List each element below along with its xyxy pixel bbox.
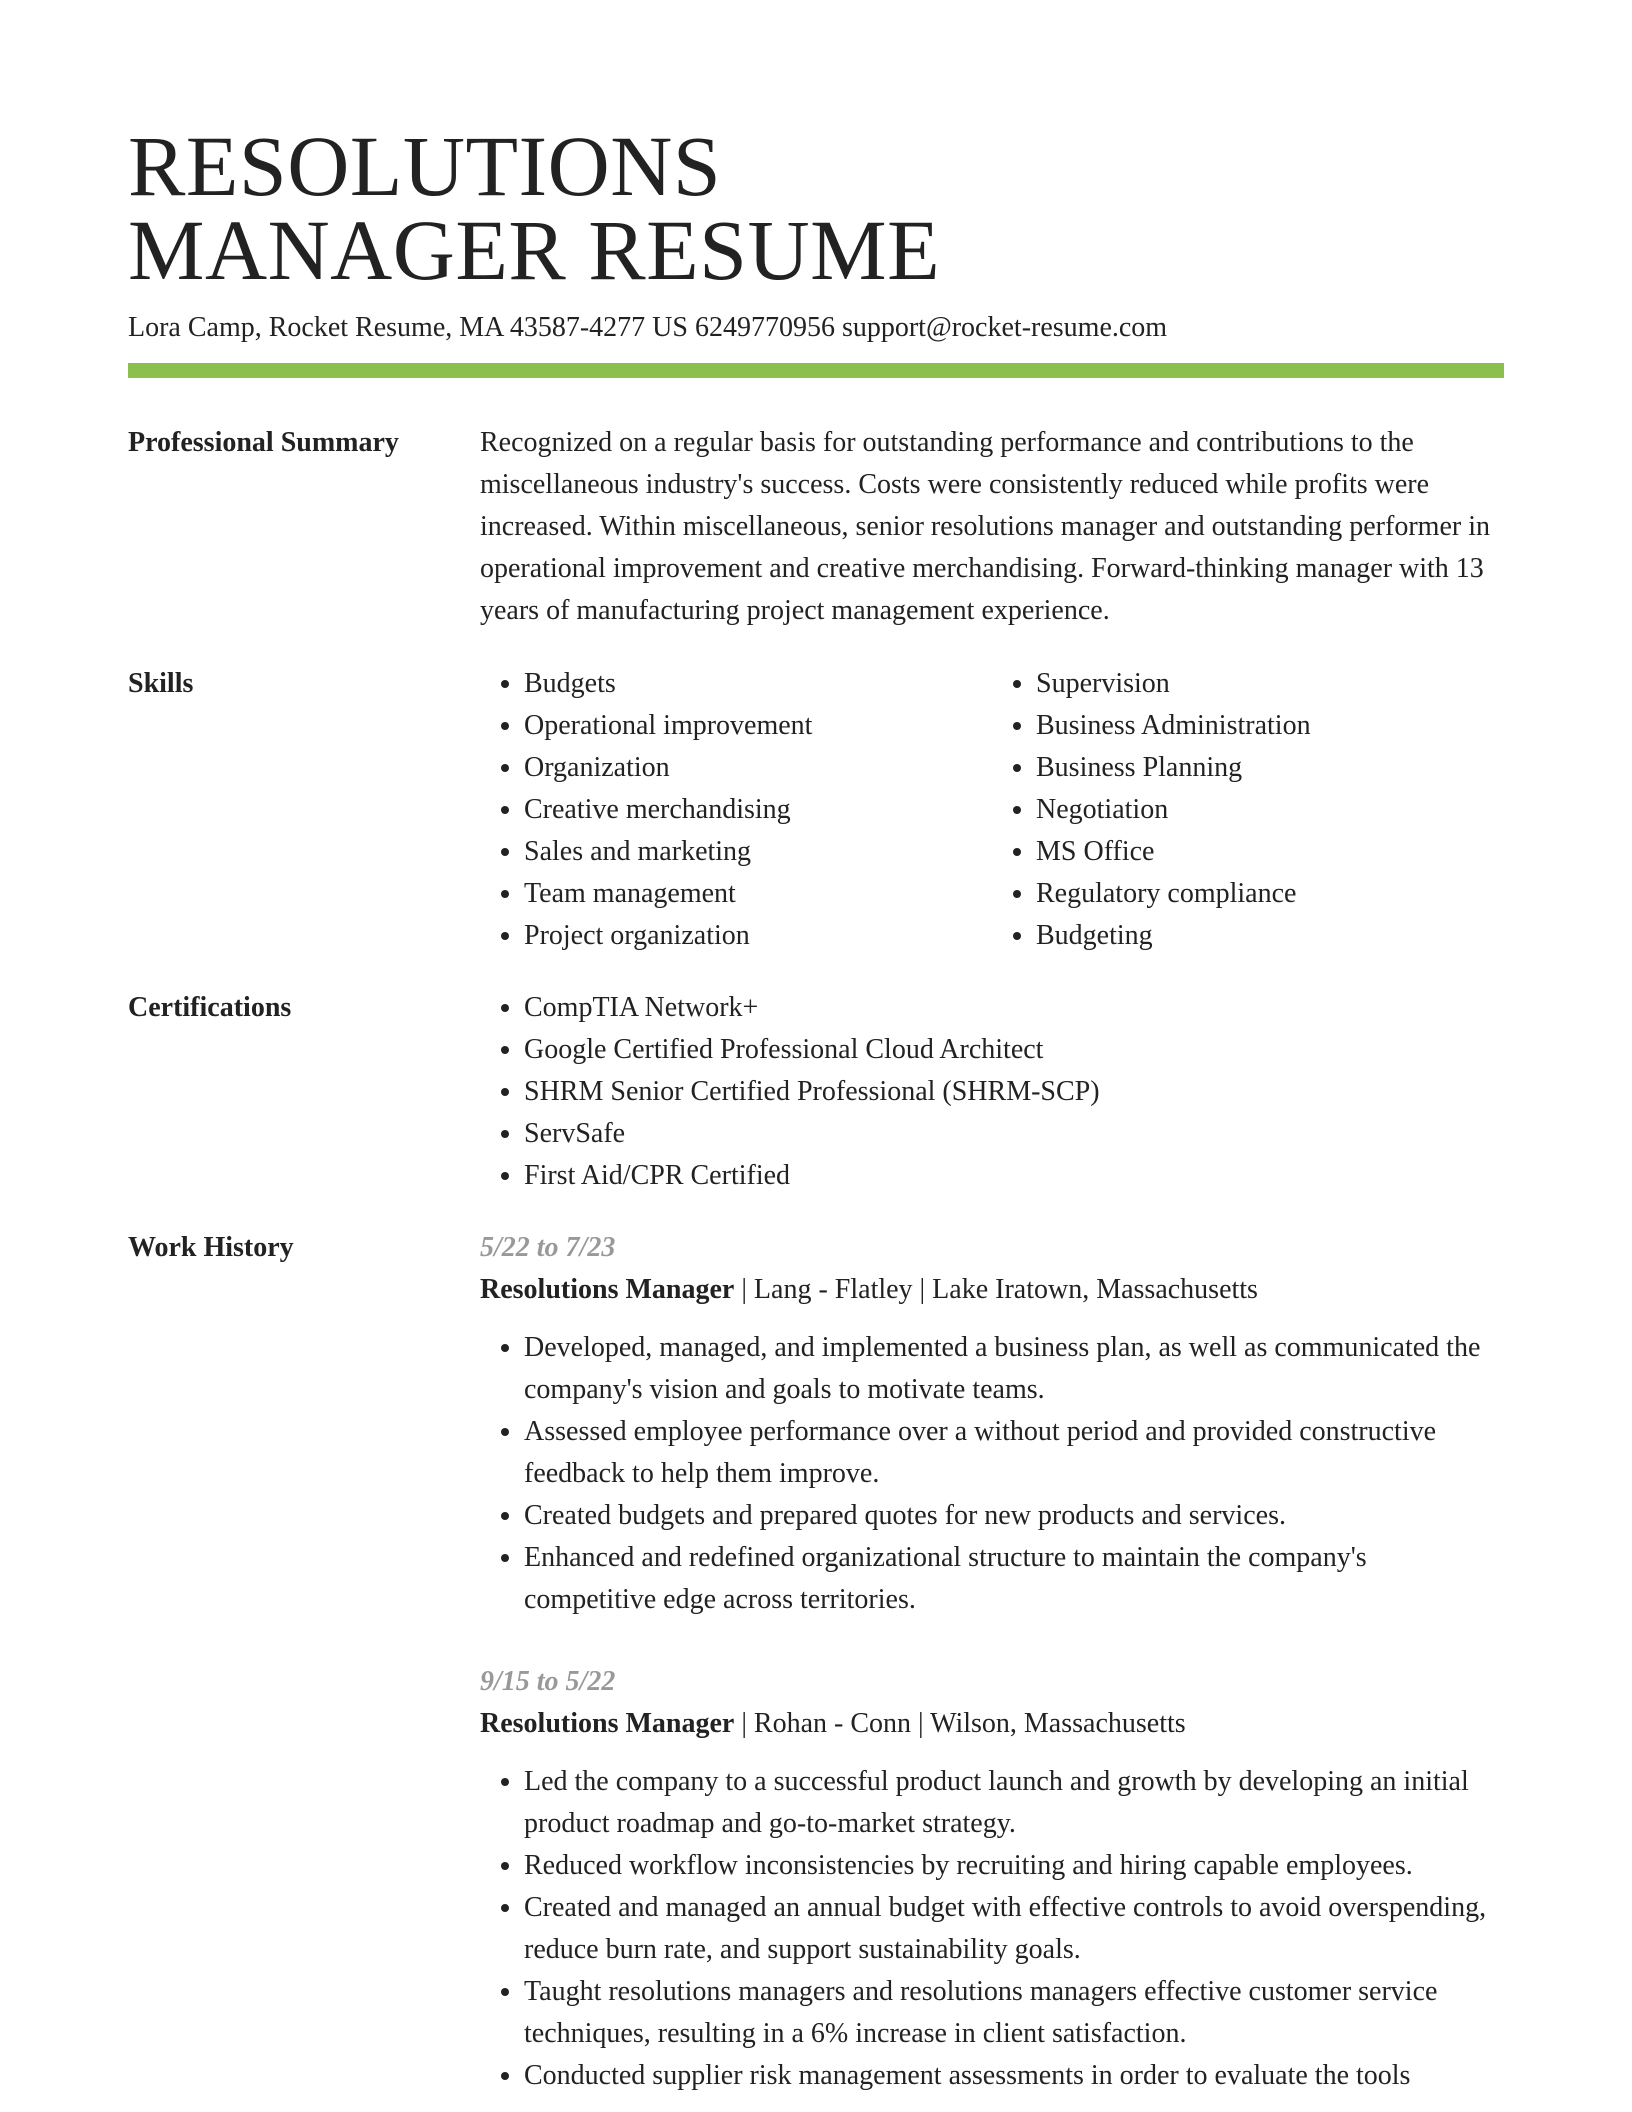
list-item: • Created budgets and prepared quotes for new products and services. — [524, 1495, 1504, 1537]
work-history-body — [480, 1227, 1504, 2097]
list-item: • Developed, managed, and implemented a business plan, as well as communicated the company's vision and goals to motivate teams. — [524, 1327, 1504, 1411]
list-item: • Project organization — [524, 915, 992, 957]
job-heading — [480, 1703, 1504, 1745]
list-item: • Organization — [524, 747, 992, 789]
summary-body — [480, 422, 1504, 632]
job-bullets — [480, 1761, 1504, 2097]
job-heading — [480, 1269, 1504, 1311]
skills-body — [480, 663, 1504, 957]
list-item: • SHRM Senior Certified Professional (SHRM-SCP) — [524, 1071, 1504, 1113]
list-item: • Operational improvement — [524, 705, 992, 747]
skills-list-right — [992, 663, 1504, 957]
title-line-1: RESOLUTIONS — [128, 118, 722, 214]
section-certifications — [128, 987, 1504, 1197]
list-item: • Taught resolutions managers and resolutions managers effective customer service techniques, resulting in a 6% increase in client satisfaction. — [524, 1971, 1504, 2055]
list-item: • CompTIA Network+ — [524, 987, 1504, 1029]
job-title: Resolutions Manager — [480, 1274, 735, 1305]
section-label-certifications: Certifications — [128, 992, 292, 1023]
job-title: Resolutions Manager — [480, 1708, 735, 1739]
certifications-list — [480, 987, 1504, 1197]
section-professional-summary — [128, 422, 1504, 632]
job-entry — [480, 1227, 1504, 1621]
list-item: • Budgeting — [1036, 915, 1504, 957]
section-label-work-history: Work History — [128, 1232, 294, 1263]
list-item: • Creative merchandising — [524, 789, 992, 831]
list-item: • ServSafe — [524, 1113, 1504, 1155]
certifications-body — [480, 987, 1504, 1197]
page-title — [128, 0, 1504, 298]
list-item: • Regulatory compliance — [1036, 873, 1504, 915]
list-item: • Conducted supplier risk management assessments in order to evaluate the tools — [524, 2055, 1504, 2097]
list-item: • Business Administration — [1036, 705, 1504, 747]
section-work-history — [128, 1227, 1504, 2097]
list-item: • Supervision — [1036, 663, 1504, 705]
title-line-2: MANAGER RESUME — [128, 202, 941, 298]
job-bullets — [480, 1327, 1504, 1621]
skills-list-left — [480, 663, 992, 957]
skills-columns — [480, 663, 1504, 957]
summary-text: Recognized on a regular basis for outstanding performance and contributions to the miscellaneous industry's success. Costs were consistently reduced while profits were increased. Within miscellaneous, senior resolutions manager and outstanding performer in operational improvement and creative merchandising. Forward-thinking manager with 13 years of manufacturing project management experience. — [480, 427, 1490, 626]
list-item: • Reduced workflow inconsistencies by recruiting and hiring capable employees. — [524, 1845, 1504, 1887]
list-item: • Google Certified Professional Cloud Architect — [524, 1029, 1504, 1071]
list-item: • Enhanced and redefined organizational structure to maintain the company's competitive edge across territories. — [524, 1537, 1504, 1621]
list-item: • First Aid/CPR Certified — [524, 1155, 1504, 1197]
job-entry — [480, 1661, 1504, 2097]
accent-divider — [128, 363, 1504, 378]
job-dates: 5/22 to 7/23 — [480, 1232, 616, 1263]
job-employer-location: | Lang - Flatley | Lake Iratown, Massachusetts — [734, 1274, 1258, 1305]
resume-page — [128, 0, 1504, 2097]
section-skills — [128, 663, 1504, 957]
list-item: • Sales and marketing — [524, 831, 992, 873]
list-item: • Led the company to a successful product launch and growth by developing an initial product roadmap and go-to-market strategy. — [524, 1761, 1504, 1845]
section-label-summary: Professional Summary — [128, 427, 399, 458]
list-item: • Negotiation — [1036, 789, 1504, 831]
list-item: • Budgets — [524, 663, 992, 705]
section-label-skills: Skills — [128, 668, 194, 699]
contact-line: Lora Camp, Rocket Resume, MA 43587-4277 US 6249770956 support@rocket-resume.com — [128, 312, 1168, 343]
job-employer-location: | Rohan - Conn | Wilson, Massachusetts — [734, 1708, 1186, 1739]
list-item: • Assessed employee performance over a without period and provided constructive feedback to help them improve. — [524, 1411, 1504, 1495]
list-item: • MS Office — [1036, 831, 1504, 873]
list-item: • Created and managed an annual budget with effective controls to avoid overspending, reduce burn rate, and support sustainability goals. — [524, 1887, 1504, 1971]
list-item: • Team management — [524, 873, 992, 915]
list-item: • Business Planning — [1036, 747, 1504, 789]
job-dates: 9/15 to 5/22 — [480, 1666, 616, 1697]
